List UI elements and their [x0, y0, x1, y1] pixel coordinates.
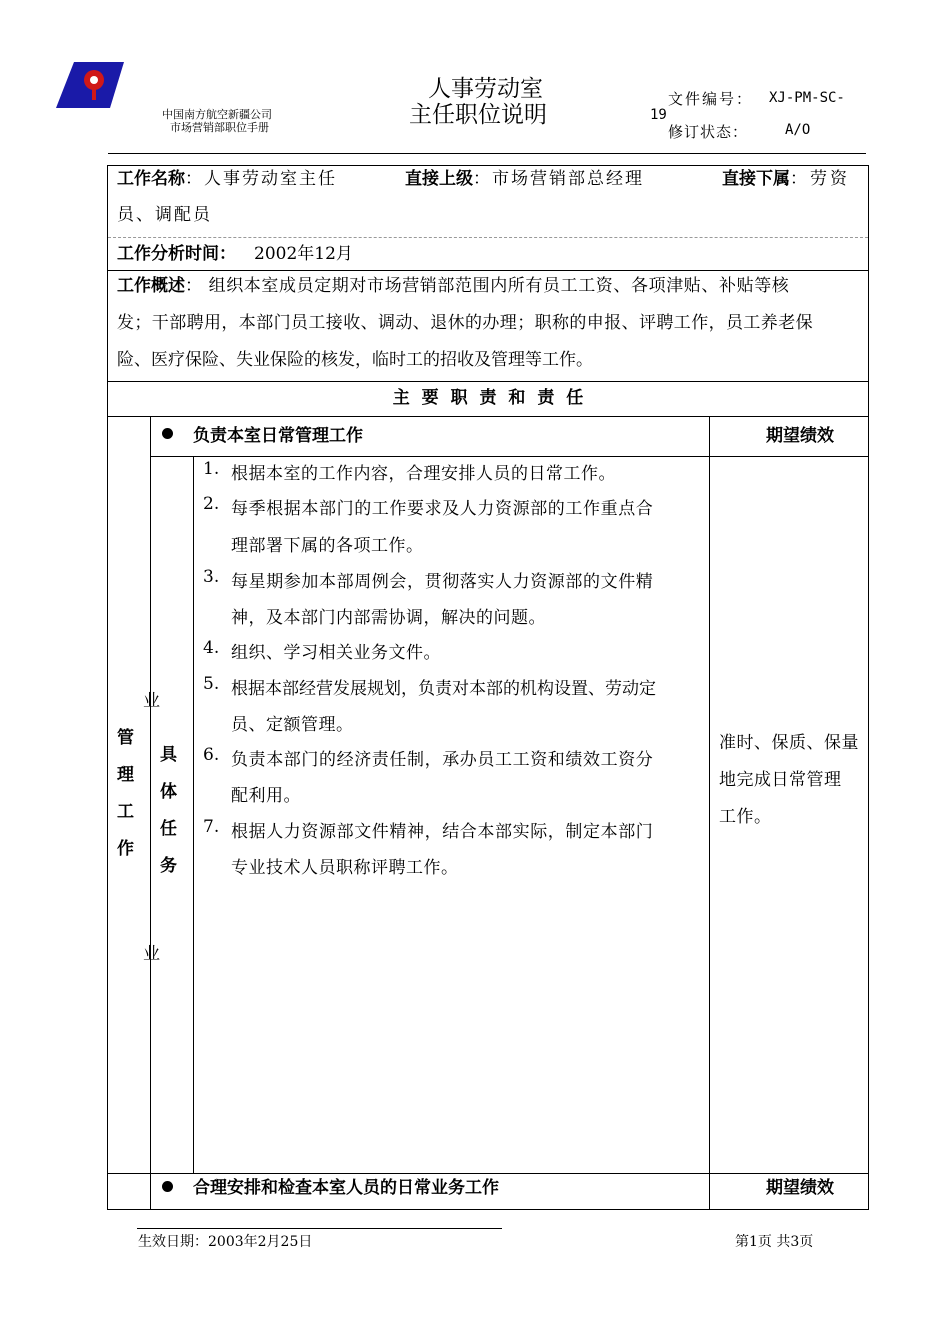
job-name-label: 工作名称 [117, 169, 185, 189]
stray-char: 业 [143, 691, 160, 711]
doc-number-label: 文件编号： [668, 90, 754, 108]
task-line: 每季根据本部门的工作要求及人力资源部的工作重点合 [231, 499, 654, 519]
performance-line: 地完成日常管理 [719, 770, 842, 790]
stray-char: 业 [143, 944, 160, 964]
task-number: 1. [203, 459, 220, 479]
page-info: 第1页 共3页 [735, 1234, 814, 1250]
task-line: 组织、学习相关业务文件。 [231, 643, 441, 663]
task-line: 根据本室的工作内容，合理安排人员的日常工作。 [231, 464, 616, 484]
management-work-label: 管 理 工 作 [117, 728, 134, 859]
task-line: 配利用。 [231, 786, 301, 806]
performance-line: 准时、保质、保量 [719, 733, 859, 753]
subordinate-value-cont: 员、调配员 [117, 205, 212, 225]
task-number: 2. [203, 494, 220, 514]
kapok-flower-icon [56, 60, 126, 110]
superior-label: 直接上级 [405, 169, 473, 189]
airline-logo [56, 60, 126, 110]
task-line: 神，及本部门内部需协调，解决的问题。 [231, 608, 546, 628]
bullet-icon [162, 1181, 173, 1192]
task-number: 7. [203, 817, 220, 837]
overview-line2: 发；干部聘用，本部门员工接收、调动、退休的办理；职称的申报、评聘工作，员工养老保 [117, 313, 813, 333]
task-line: 理部署下属的各项工作。 [231, 536, 424, 556]
manual-name: 市场营销部职位手册 [170, 121, 269, 134]
doc-number-suffix: 19 [650, 107, 667, 123]
task-number: 6. [203, 745, 220, 765]
task-line: 根据本部经营发展规划，负责对本部的机构设置、劳动定 [231, 679, 656, 699]
doc-number-value: XJ-PM-SC- [769, 90, 845, 106]
task-line: 专业技术人员职称评聘工作。 [231, 858, 459, 878]
revision-value: A/O [785, 122, 811, 138]
page-title-line1: 人事劳动室 [428, 76, 543, 102]
company-name: 中国南方航空新疆公司 [162, 108, 272, 121]
job-name-value: ：人事劳动室主任 [185, 169, 337, 189]
superior-value: ：市场营销部总经理 [473, 169, 644, 189]
effective-date: 生效日期：2003年2月25日 [138, 1234, 313, 1250]
overview-label: 工作概述 [117, 276, 185, 296]
task-number: 4. [203, 638, 220, 658]
task-line: 员、定额管理。 [231, 715, 354, 735]
duty1-title: 负责本室日常管理工作 [193, 426, 363, 446]
task-number: 3. [203, 567, 220, 587]
task-line: 根据人力资源部文件精神，结合本部实际，制定本部门 [231, 822, 654, 842]
specific-tasks-label: 具 体 任 务 [160, 745, 177, 876]
duty2-title: 合理安排和检查本室人员的日常业务工作 [193, 1178, 499, 1198]
header-rule [108, 153, 866, 154]
overview-line1: ： 组织本室成员定期对市场营销部范围内所有员工工资、各项津贴、补贴等核 [185, 276, 790, 296]
analysis-time-value: 2002年12月 [254, 244, 353, 264]
task-number: 5. [203, 674, 220, 694]
analysis-time-label: 工作分析时间： [117, 244, 236, 264]
subordinate-value: ：劳资 [790, 169, 850, 189]
task-line: 每星期参加本部周例会，贯彻落实人力资源部的文件精 [231, 572, 654, 592]
duty1-perf-header: 期望绩效 [766, 426, 834, 446]
section-title: 主 要 职 责 和 责 任 [392, 388, 584, 408]
revision-label: 修订状态： [668, 123, 749, 141]
bullet-icon [162, 428, 173, 439]
page-title-line2: 主任职位说明 [409, 102, 547, 128]
subordinate-label: 直接下属 [722, 169, 790, 189]
performance-line: 工作。 [719, 807, 772, 827]
duty2-perf-header: 期望绩效 [766, 1178, 834, 1198]
overview-line3: 险、医疗保险、失业保险的核发，临时工的招收及管理等工作。 [117, 350, 593, 370]
task-line: 负责本部门的经济责任制，承办员工工资和绩效工资分 [231, 750, 654, 770]
footer-rule [137, 1228, 502, 1229]
